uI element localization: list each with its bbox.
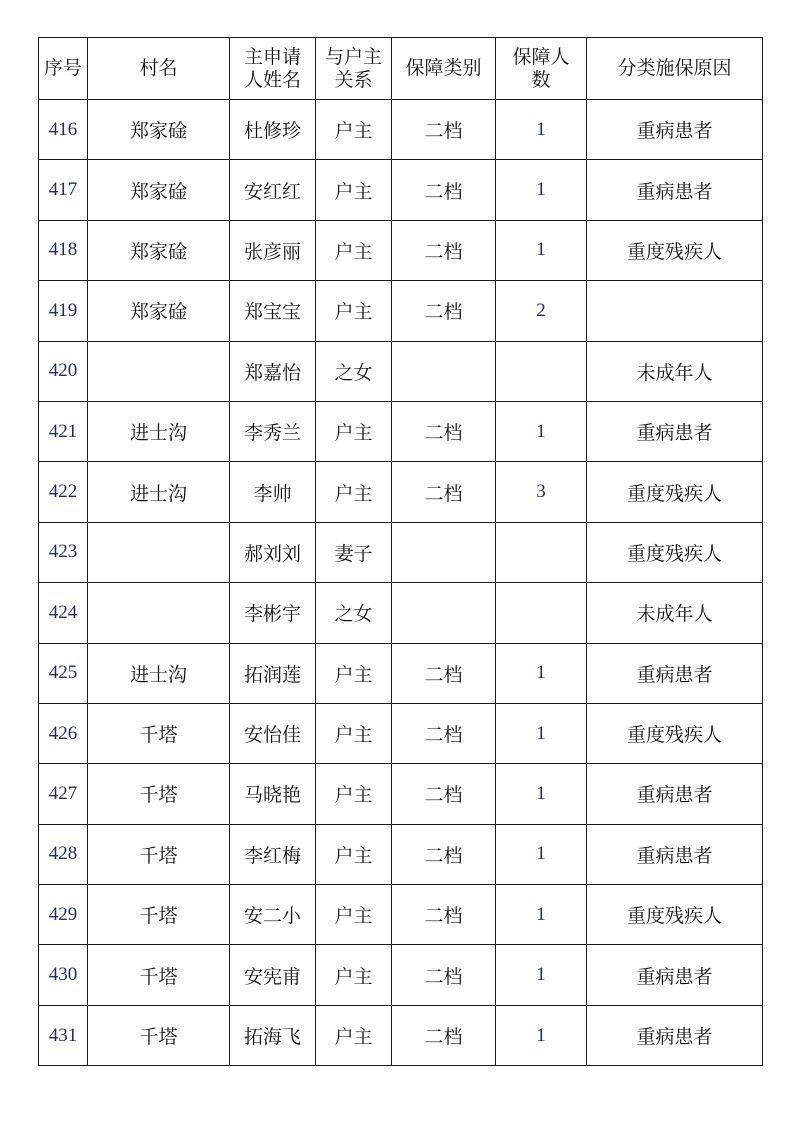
cell-count: 1 <box>496 100 587 160</box>
cell-relation: 户主 <box>316 462 392 522</box>
cell-relation: 户主 <box>316 824 392 884</box>
cell-count: 1 <box>496 703 587 763</box>
cell-category: 二档 <box>392 401 496 461</box>
table-row <box>39 522 763 582</box>
cell-index: 419 <box>39 281 88 341</box>
cell-village: 郑家碒 <box>88 100 230 160</box>
cell-relation: 户主 <box>316 220 392 280</box>
table-row <box>39 643 763 703</box>
cell-index: 421 <box>39 401 88 461</box>
cell-count: 2 <box>496 281 587 341</box>
cell-name: 郑宝宝 <box>230 281 316 341</box>
cell-index: 430 <box>39 945 88 1005</box>
cell-index: 418 <box>39 220 88 280</box>
cell-count: 1 <box>496 160 587 220</box>
table-row <box>39 341 763 401</box>
cell-index: 420 <box>39 341 88 401</box>
cell-village: 进士沟 <box>88 643 230 703</box>
cell-index: 431 <box>39 1005 88 1065</box>
cell-relation: 户主 <box>316 281 392 341</box>
cell-name: 张彦丽 <box>230 220 316 280</box>
table-row <box>39 885 763 945</box>
cell-name: 拓海飞 <box>230 1005 316 1065</box>
cell-category: 二档 <box>392 945 496 1005</box>
cell-reason: 重度残疾人 <box>587 522 763 582</box>
header-village: 村名 <box>88 38 230 100</box>
header-count-line2: 数 <box>531 68 551 91</box>
roster-body <box>39 100 763 1066</box>
cell-reason: 重病患者 <box>587 764 763 824</box>
cell-reason: 重病患者 <box>587 824 763 884</box>
cell-reason: 重病患者 <box>587 945 763 1005</box>
cell-category: 二档 <box>392 885 496 945</box>
table-row <box>39 764 763 824</box>
cell-name: 安红红 <box>230 160 316 220</box>
table-row <box>39 281 763 341</box>
cell-index: 427 <box>39 764 88 824</box>
cell-name: 郑嘉怡 <box>230 341 316 401</box>
cell-category <box>392 341 496 401</box>
cell-count <box>496 583 587 643</box>
header-row <box>39 38 763 100</box>
cell-category: 二档 <box>392 643 496 703</box>
cell-category: 二档 <box>392 764 496 824</box>
cell-village: 郑家碒 <box>88 220 230 280</box>
cell-category: 二档 <box>392 160 496 220</box>
cell-index: 424 <box>39 583 88 643</box>
header-relation-line1: 与户主 <box>324 45 382 68</box>
cell-relation: 户主 <box>316 703 392 763</box>
cell-index: 428 <box>39 824 88 884</box>
cell-count: 1 <box>496 885 587 945</box>
cell-village: 进士沟 <box>88 462 230 522</box>
cell-category: 二档 <box>392 462 496 522</box>
cell-name: 安怡佳 <box>230 703 316 763</box>
cell-category: 二档 <box>392 220 496 280</box>
cell-category: 二档 <box>392 1005 496 1065</box>
cell-index: 426 <box>39 703 88 763</box>
cell-name: 杜修珍 <box>230 100 316 160</box>
cell-count: 1 <box>496 764 587 824</box>
header-reason: 分类施保原因 <box>587 38 763 100</box>
header-relation-line2: 关系 <box>334 68 373 91</box>
header-count-line1: 保障人 <box>512 45 570 68</box>
cell-category <box>392 522 496 582</box>
header-index: 序号 <box>39 38 88 100</box>
cell-index: 429 <box>39 885 88 945</box>
cell-count <box>496 341 587 401</box>
cell-category: 二档 <box>392 824 496 884</box>
table-row <box>39 824 763 884</box>
cell-relation: 之女 <box>316 583 392 643</box>
cell-village: 千塔 <box>88 703 230 763</box>
cell-village: 郑家碒 <box>88 281 230 341</box>
cell-village: 千塔 <box>88 885 230 945</box>
header-applicant-line1: 主申请 <box>243 45 301 68</box>
cell-index: 416 <box>39 100 88 160</box>
assistance-roster-table <box>38 37 763 1066</box>
header-applicant-line2: 人姓名 <box>243 68 301 91</box>
cell-category: 二档 <box>392 281 496 341</box>
cell-reason: 未成年人 <box>587 341 763 401</box>
cell-reason: 重病患者 <box>587 100 763 160</box>
cell-village: 千塔 <box>88 945 230 1005</box>
cell-category: 二档 <box>392 100 496 160</box>
cell-index: 425 <box>39 643 88 703</box>
cell-name: 拓润莲 <box>230 643 316 703</box>
cell-village <box>88 583 230 643</box>
cell-relation: 户主 <box>316 643 392 703</box>
cell-index: 422 <box>39 462 88 522</box>
header-count <box>496 38 587 100</box>
cell-village <box>88 341 230 401</box>
cell-reason: 未成年人 <box>587 583 763 643</box>
table-row <box>39 703 763 763</box>
cell-relation: 妻子 <box>316 522 392 582</box>
cell-count: 1 <box>496 643 587 703</box>
cell-count: 3 <box>496 462 587 522</box>
cell-reason: 重度残疾人 <box>587 462 763 522</box>
cell-village: 郑家碒 <box>88 160 230 220</box>
cell-reason <box>587 281 763 341</box>
cell-index: 423 <box>39 522 88 582</box>
cell-index: 417 <box>39 160 88 220</box>
cell-relation: 户主 <box>316 945 392 1005</box>
cell-category <box>392 583 496 643</box>
header-applicant <box>230 38 316 100</box>
cell-reason: 重度残疾人 <box>587 703 763 763</box>
table-row <box>39 583 763 643</box>
cell-name: 李秀兰 <box>230 401 316 461</box>
cell-count: 1 <box>496 824 587 884</box>
cell-reason: 重度残疾人 <box>587 885 763 945</box>
table-row <box>39 1005 763 1065</box>
table-row <box>39 160 763 220</box>
cell-count <box>496 522 587 582</box>
header-relation <box>316 38 392 100</box>
cell-reason: 重病患者 <box>587 1005 763 1065</box>
cell-relation: 户主 <box>316 160 392 220</box>
header-category: 保障类别 <box>392 38 496 100</box>
cell-count: 1 <box>496 220 587 280</box>
cell-reason: 重度残疾人 <box>587 220 763 280</box>
table-row <box>39 100 763 160</box>
cell-relation: 户主 <box>316 100 392 160</box>
cell-count: 1 <box>496 945 587 1005</box>
cell-name: 郝刘刘 <box>230 522 316 582</box>
cell-name: 李红梅 <box>230 824 316 884</box>
cell-reason: 重病患者 <box>587 643 763 703</box>
cell-relation: 户主 <box>316 1005 392 1065</box>
cell-village: 千塔 <box>88 764 230 824</box>
cell-category: 二档 <box>392 703 496 763</box>
cell-count: 1 <box>496 1005 587 1065</box>
cell-name: 马晓艳 <box>230 764 316 824</box>
table-row <box>39 945 763 1005</box>
cell-relation: 户主 <box>316 885 392 945</box>
table-row <box>39 220 763 280</box>
cell-relation: 之女 <box>316 341 392 401</box>
cell-village: 进士沟 <box>88 401 230 461</box>
cell-reason: 重病患者 <box>587 160 763 220</box>
cell-village: 千塔 <box>88 1005 230 1065</box>
cell-relation: 户主 <box>316 401 392 461</box>
table-row <box>39 462 763 522</box>
cell-count: 1 <box>496 401 587 461</box>
cell-name: 李彬宇 <box>230 583 316 643</box>
cell-name: 安宪甫 <box>230 945 316 1005</box>
cell-relation: 户主 <box>316 764 392 824</box>
cell-name: 安二小 <box>230 885 316 945</box>
cell-village <box>88 522 230 582</box>
cell-village: 千塔 <box>88 824 230 884</box>
table-row <box>39 401 763 461</box>
cell-reason: 重病患者 <box>587 401 763 461</box>
cell-name: 李帅 <box>230 462 316 522</box>
